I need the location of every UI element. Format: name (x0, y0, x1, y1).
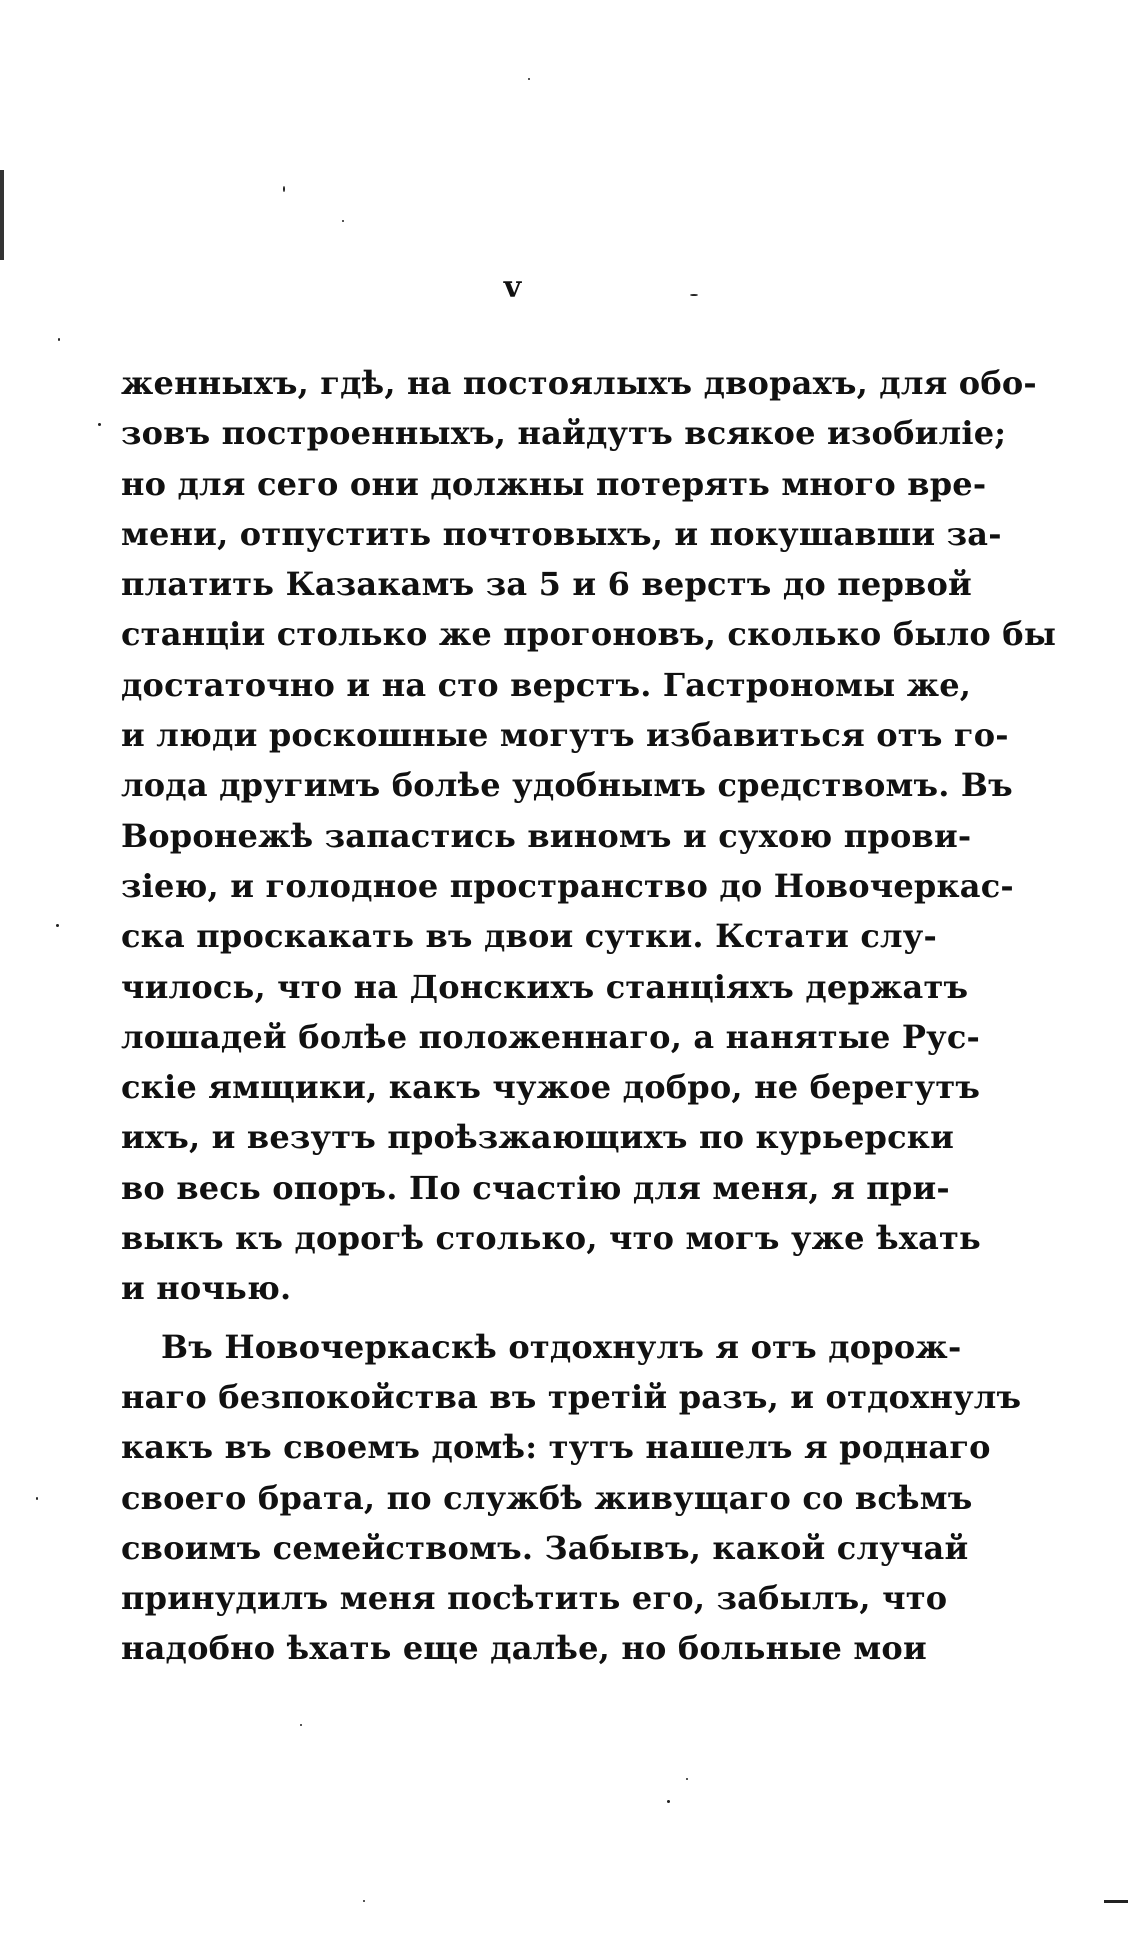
text-line: достаточно и на сто верстъ. Гастрономы же, (121, 665, 972, 704)
paragraph-1 (121, 358, 1057, 1314)
text-line: своего брата, по службѣ живущаго со всѣмъ (121, 1478, 973, 1517)
text-line: станціи столько же прогоновъ, сколько было бы (121, 615, 1057, 654)
text-line: Воронежѣ запастись виномъ и сухою прови- (121, 816, 972, 855)
text-line: мени, отпустить почтовыхъ, и покушавши за- (121, 514, 1002, 553)
text-line: принудилъ меня посѣтить его, забылъ, что (121, 1579, 948, 1618)
text-line: скіе ямщики, какъ чужое добро, не берегутъ (121, 1068, 981, 1107)
text-line: ска проскакать въ двои сутки. Кстати слу- (121, 917, 937, 956)
text-line: какъ въ своемъ домѣ: тутъ нашелъ я роднаго (121, 1428, 991, 1467)
scan-speck (98, 423, 101, 426)
text-line: чилось, что на Донскихъ станціяхъ держатъ (121, 967, 969, 1006)
scan-speck (36, 1497, 38, 1500)
text-line: платить Казакамъ за 5 и 6 верстъ до первой (121, 565, 972, 604)
scan-speck (667, 1800, 670, 1803)
scan-mark (1104, 1900, 1128, 1903)
paragraph-2 (121, 1322, 1022, 1674)
page-number: v (503, 270, 522, 305)
scan-speck (300, 1724, 302, 1726)
scan-speck (686, 1778, 688, 1780)
text-line: зіею, и голодное пространство до Новочеркас- (121, 866, 1014, 905)
body-text (121, 358, 1057, 1674)
text-line: во весь опоръ. По счастію для меня, я при- (121, 1168, 950, 1207)
scan-speck (528, 78, 530, 80)
scan-speck (690, 294, 698, 296)
scan-speck (283, 186, 285, 192)
text-line: ихъ, и везутъ проѣзжающихъ по курьерски (121, 1118, 955, 1157)
text-line: и люди роскошные могутъ избавиться отъ го- (121, 716, 1009, 755)
text-line: лода другимъ болѣе удобнымъ средствомъ. Въ (121, 766, 1013, 805)
text-line: своимъ семействомъ. Забывъ, какой случай (121, 1528, 969, 1567)
text-line: лошадей болѣе положеннаго, а нанятые Рус- (121, 1017, 981, 1056)
paragraph-gap (121, 1314, 911, 1322)
text-line: надобно ѣхать еще далѣе, но больные мои (121, 1629, 927, 1668)
scan-speck (58, 338, 60, 341)
page-edge-mark (0, 170, 4, 260)
scan-speck (363, 1900, 365, 1902)
scan-speck (342, 220, 344, 222)
text-line: но для сего они должны потерять много вре- (121, 464, 987, 503)
text-line: наго безпокойства въ третій разъ, и отдохнулъ (121, 1377, 1022, 1416)
text-line: выкъ къ дорогѣ столько, что могъ уже ѣхать (121, 1219, 981, 1258)
text-line: Въ Новочеркаскѣ отдохнулъ я отъ дорож- (161, 1327, 962, 1366)
text-line: зовъ построенныхъ, найдутъ всякое изобиліе; (121, 414, 1007, 453)
text-line: женныхъ, гдѣ, на постоялыхъ дворахъ, для обо- (121, 364, 1037, 402)
scan-speck (56, 924, 59, 927)
text-line: и ночью. (121, 1269, 292, 1308)
